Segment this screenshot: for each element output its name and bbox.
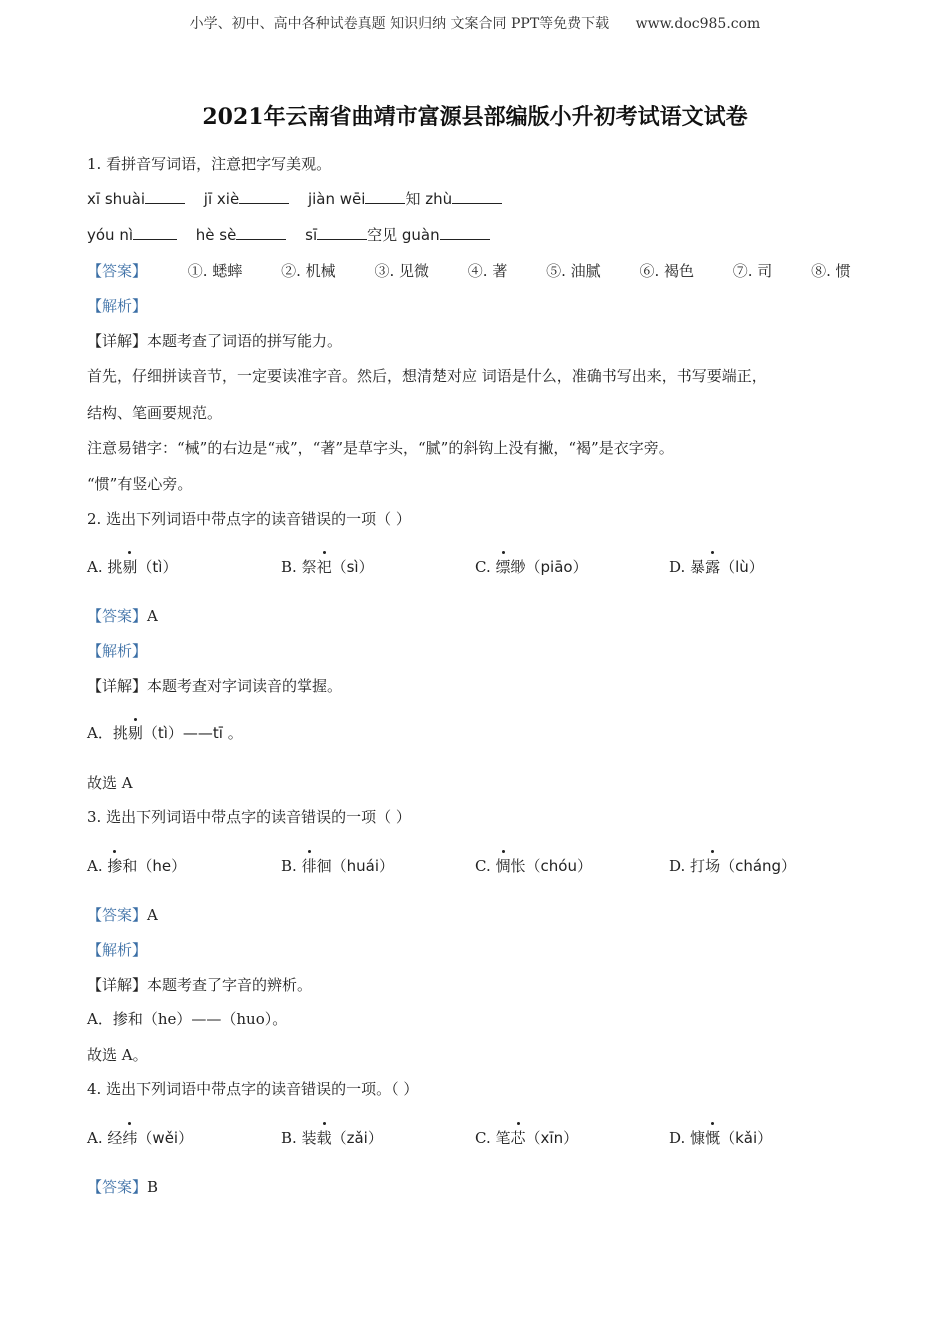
q2-option-a[interactable]: A. 挑剔（tì） xyxy=(87,558,178,576)
q2-stem: 2. 选出下列词语中带点字的读音错误的一项（ ） xyxy=(87,510,411,528)
q1-detail xyxy=(87,331,342,351)
pinyin-item: 知 zhù xyxy=(405,190,453,208)
q3-option-d[interactable]: D. 打场（cháng） xyxy=(669,857,797,875)
q2-explanation: A．挑剔（tì）——tī 。 xyxy=(87,724,243,742)
answer-blank[interactable] xyxy=(440,225,490,240)
answer-value: B xyxy=(147,1178,159,1196)
q1-para: 结构、笔画要规范。 xyxy=(87,404,223,422)
pinyin-item: 空见 guàn xyxy=(367,226,440,244)
answer-value: A xyxy=(147,607,158,625)
q1-row2 xyxy=(87,225,490,245)
answer-item: ⑥. 褐色 xyxy=(639,262,694,280)
pinyin-item: sī xyxy=(305,226,318,244)
q1-para: 注意易错字：“械”的右边是“戒”，“著”是草字头，“腻”的斜钩上没有撇，“褐”是衣字旁。 xyxy=(87,439,674,457)
header-text: 小学、初中、高中各种试卷真题 知识归纳 文案合同 PPT等免费下载 xyxy=(189,16,610,32)
answer-blank[interactable] xyxy=(145,189,185,204)
q1-para: 首先，仔细拼读音节，一定要读准字音。然后，想清楚对应 词语是什么，准确书写出来，书写要端正， xyxy=(87,367,767,385)
q3-answer xyxy=(87,905,158,925)
q2-option-d[interactable]: D. 暴露（lù） xyxy=(669,558,764,576)
answer-blank[interactable] xyxy=(365,189,405,204)
answer-item: ③. 见微 xyxy=(374,262,429,280)
answer-blank[interactable] xyxy=(236,225,286,240)
detail-label: 【详解】 xyxy=(87,332,148,350)
answer-blank[interactable] xyxy=(133,225,177,240)
q2-option-c[interactable]: C. 缥缈（piāo） xyxy=(475,558,588,576)
detail-text: 本题考查了字音的辨析。 xyxy=(147,976,313,994)
q2-option-b[interactable]: B. 祭祀（sì） xyxy=(281,558,374,576)
q4-option-b[interactable]: B. 装载（zǎi） xyxy=(281,1129,383,1147)
q3-detail xyxy=(87,975,312,995)
answer-item: ④. 著 xyxy=(467,262,508,280)
q2-choose: 故选 A xyxy=(87,774,133,792)
q3-analysis-label: 【解析】 xyxy=(87,941,148,959)
q4-option-d[interactable]: D. 慷慨（kǎi） xyxy=(669,1129,773,1147)
page-title: 2021年云南省曲靖市富源县部编版小升初考试语文试卷 xyxy=(202,104,748,130)
q4-answer xyxy=(87,1177,158,1197)
answer-item: ⑤. 油腻 xyxy=(546,262,601,280)
pinyin-item: yóu nì xyxy=(87,226,134,244)
detail-label: 【详解】 xyxy=(87,677,148,695)
q3-option-b[interactable]: B. 徘徊（huái） xyxy=(281,857,394,875)
page-header xyxy=(0,13,950,33)
detail-text: 本题考查了词语的拼写能力。 xyxy=(147,332,343,350)
q1-analysis-label: 【解析】 xyxy=(87,297,148,315)
q3-option-c[interactable]: C. 惆怅（chóu） xyxy=(475,857,592,875)
answer-label: 【答案】 xyxy=(87,1178,148,1196)
answer-label: 【答案】 xyxy=(87,607,148,625)
q2-analysis-label: 【解析】 xyxy=(87,642,148,660)
q4-stem: 4. 选出下列词语中带点字的读音错误的一项。（ ） xyxy=(87,1080,419,1098)
header-site[interactable]: www.doc985.com xyxy=(635,16,761,32)
answer-item: ⑦. 司 xyxy=(732,262,773,280)
answer-label: 【答案】 xyxy=(87,262,148,280)
answer-value: A xyxy=(147,906,158,924)
q1-answer xyxy=(87,261,885,281)
q3-choose: 故选 A。 xyxy=(87,1046,148,1064)
q4-option-a[interactable]: A. 经纬（wěi） xyxy=(87,1129,194,1147)
q4-option-c[interactable]: C. 笔芯（xīn） xyxy=(475,1129,579,1147)
answer-item: ①. 蟋蟀 xyxy=(187,262,243,280)
q3-option-a[interactable]: A. 掺和（he） xyxy=(87,857,187,875)
q2-answer xyxy=(87,606,158,626)
detail-text: 本题考查对字词读音的掌握。 xyxy=(147,677,343,695)
answer-item: ⑧. 惯 xyxy=(811,262,851,280)
q1-stem: 1. 看拼音写词语，注意把字写美观。 xyxy=(87,155,332,173)
answer-item: ②. 机械 xyxy=(281,262,336,280)
answer-label: 【答案】 xyxy=(87,906,148,924)
q1-row1 xyxy=(87,189,502,209)
pinyin-item: xī shuài xyxy=(87,190,146,208)
q3-stem: 3. 选出下列词语中带点字的读音错误的一项（ ） xyxy=(87,808,411,826)
q1-para: “惯”有竖心旁。 xyxy=(87,475,193,493)
answer-blank[interactable] xyxy=(452,189,502,204)
answer-blank[interactable] xyxy=(317,225,367,240)
answer-blank[interactable] xyxy=(239,189,289,204)
pinyin-item: jiàn wēi xyxy=(307,190,366,208)
pinyin-item: hè sè xyxy=(195,226,237,244)
q2-detail xyxy=(87,676,342,696)
q3-explanation: A．掺和（he）——（huo）。 xyxy=(87,1010,288,1028)
pinyin-item: jī xiè xyxy=(203,190,240,208)
detail-label: 【详解】 xyxy=(87,976,148,994)
